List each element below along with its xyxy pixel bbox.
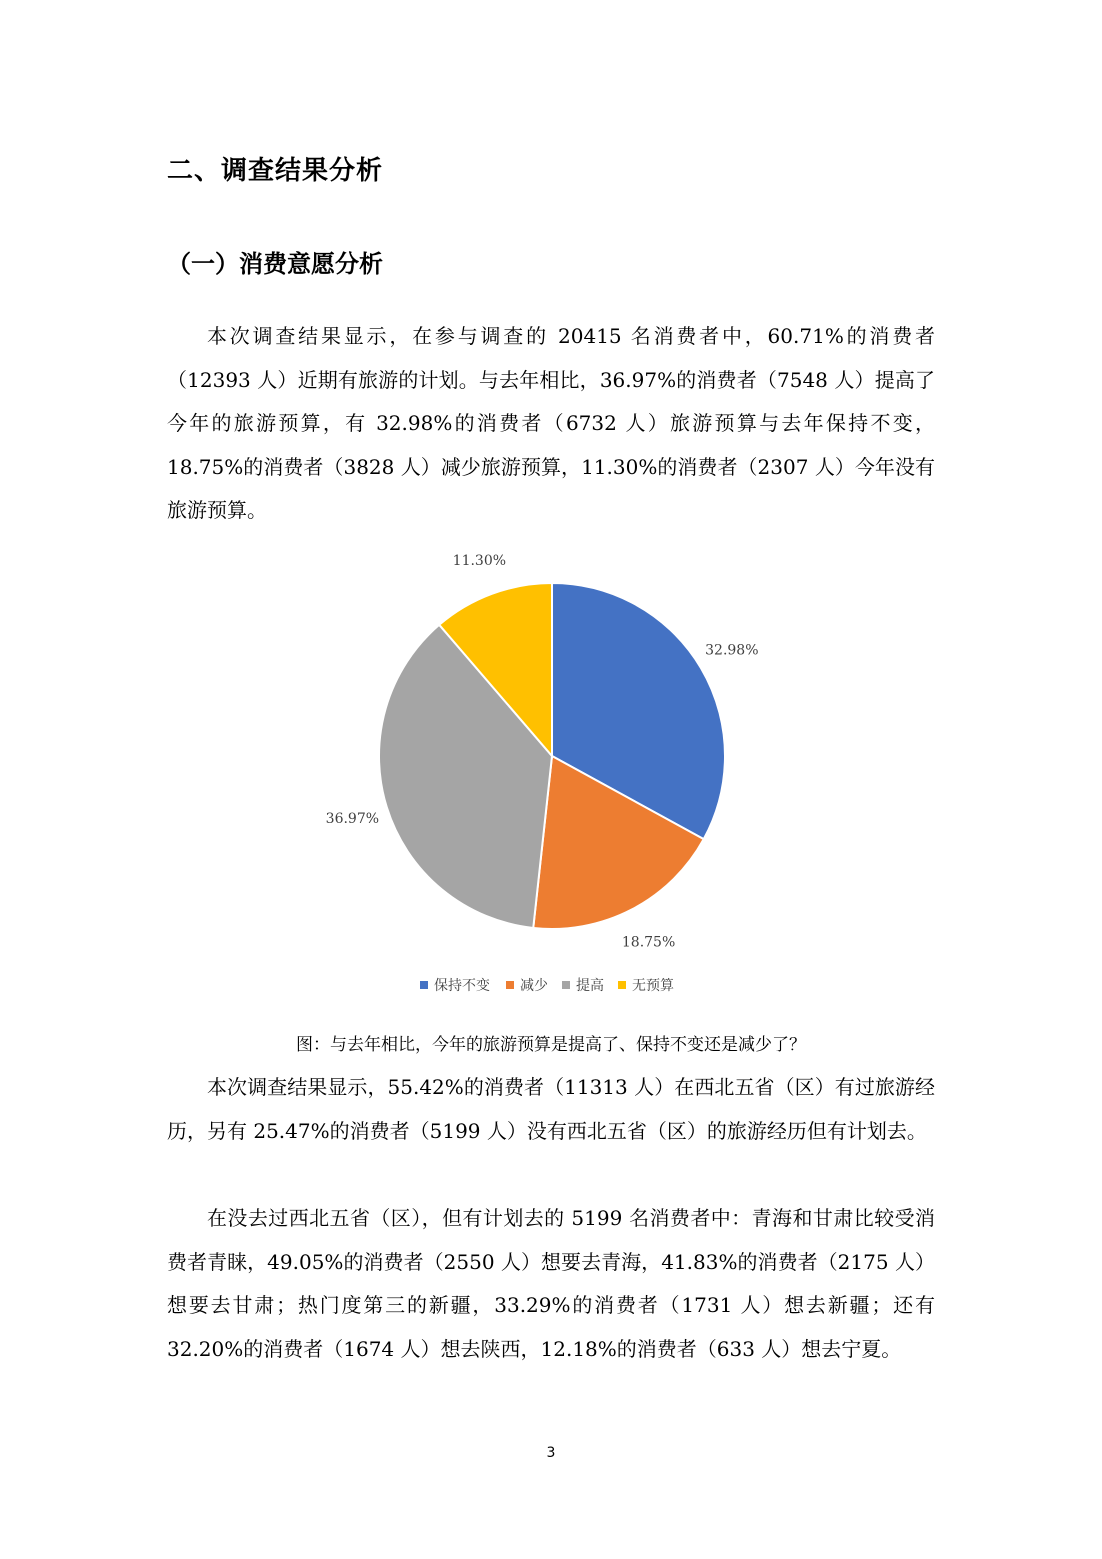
legend-swatch	[562, 981, 570, 989]
pie-data-label: 32.98%	[705, 642, 759, 659]
paragraph-travel-history: 本次调查结果显示，55.42%的消费者（11313 人）在西北五省（区）有过旅游经历，另有 25.47%的消费者（5199 人）没有西北五省（区）的旅游经历但有计划去。	[167, 1075, 935, 1143]
pie-data-label: 11.30%	[452, 553, 507, 570]
legend-label: 提高	[576, 978, 604, 994]
legend-swatch	[420, 981, 428, 989]
pie-data-label: 18.75%	[621, 934, 676, 951]
legend-swatch	[618, 981, 626, 989]
legend-label: 保持不变	[434, 978, 490, 994]
pie-data-label: 36.97%	[325, 810, 380, 827]
subsection-heading: （一）消费意愿分析	[167, 250, 383, 278]
legend-label: 无预算	[632, 978, 674, 994]
page-number: 3	[546, 1445, 556, 1461]
legend-swatch	[506, 981, 514, 989]
legend-label: 减少	[520, 978, 548, 994]
section-heading: 二、调查结果分析	[167, 156, 384, 186]
paragraph-destination-preference: 在没去过西北五省（区），但有计划去的 5199 名消费者中：青海和甘肃比较受消费者青睐，49.05%的消费者（2550 人）想要去青海，41.83%的消费者（2175 人）想要去甘肃；热门度第三的新疆，33.29%的消费者（1731 人）想去新疆；还有 32.20%的消费者（1674 人）想去陕西，12.18%的消费者（633 人）想去宁夏。	[167, 1206, 935, 1361]
chart-caption: 图：与去年相比，今年的旅游预算是提高了、保持不变还是减少了？	[296, 1035, 806, 1055]
paragraph-budget-summary: 本次调查结果显示，在参与调查的 20415 名消费者中，60.71%的消费者（12393 人）近期有旅游的计划。与去年相比，36.97%的消费者（7548 人）提高了今年的旅游预算，有 32.98%的消费者（6732 人）旅游预算与去年保持不变，18.75%的消费者（3828 人）减少旅游预算，11.30%的消费者（2307 人）今年没有旅游预算。	[167, 324, 935, 522]
